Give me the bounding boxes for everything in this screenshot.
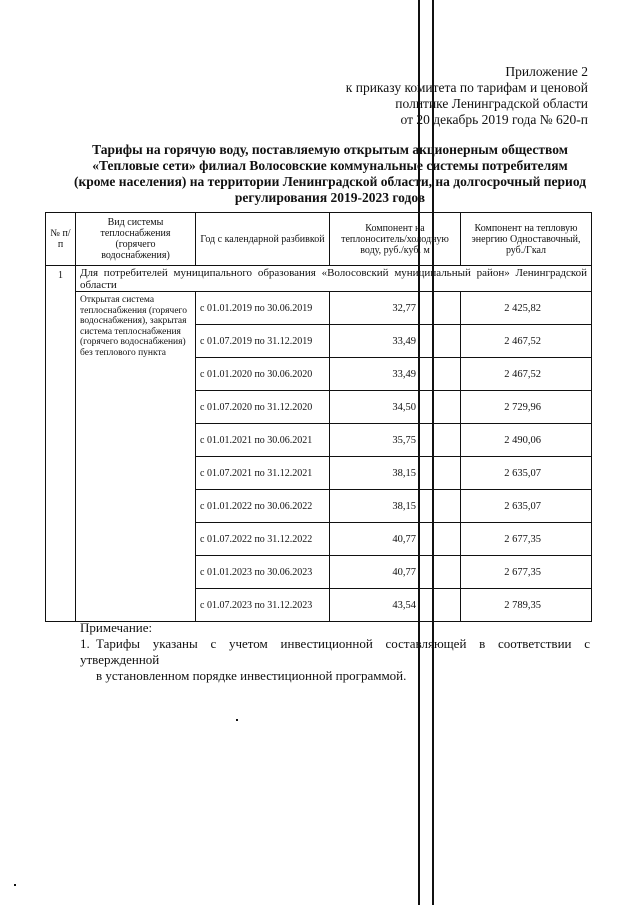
water-cell: 33,49 [330,358,461,391]
energy-cell: 2 467,52 [461,325,592,358]
appendix-header [328,64,588,128]
water-cell: 34,50 [330,391,461,424]
appendix-line: к приказу комитета по тарифам и ценовой [345,80,588,95]
period-cell: с 01.07.2020 по 31.12.2020 [196,391,330,424]
period-cell: с 01.01.2023 по 30.06.2023 [196,556,330,589]
header-period: Год с календарной разбивкой [196,213,330,266]
water-cell: 40,77 [330,556,461,589]
note-heading: Примечание: [80,620,153,635]
appendix-line: политике Ленинградской области [395,96,588,111]
table-row [46,292,592,325]
period-cell: с 01.07.2019 по 31.12.2019 [196,325,330,358]
water-cell: 35,75 [330,424,461,457]
title-line: «Тепловые сети» филиал Волосовские коммунальные системы потребителям [92,158,568,173]
period-cell: с 01.01.2022 по 30.06.2022 [196,490,330,523]
consumer-group: Для потребителей муниципального образования «Волосовский муниципальный район» Ленинградской области [76,266,592,292]
appendix-line: Приложение 2 [505,64,588,79]
header-component-water: Компонент на теплоноситель/холодную воду, руб./куб. м [330,213,461,266]
header-num: № п/п [46,213,76,266]
water-cell: 40,77 [330,523,461,556]
appendix-line: от 20 декабрь 2019 года № 620-п [400,112,588,127]
consumer-row [46,266,592,292]
note-item-number: 1. [80,636,90,651]
period-cell: с 01.01.2020 по 30.06.2020 [196,358,330,391]
water-cell: 38,15 [330,457,461,490]
energy-cell: 2 677,35 [461,523,592,556]
energy-cell: 2 635,07 [461,490,592,523]
energy-cell: 2 425,82 [461,292,592,325]
energy-cell: 2 490,06 [461,424,592,457]
system-type: Открытая система теплоснабжения (горячего водоснабжения), закрытая система теплоснабжения (горячего водоснабжения) без теплового пункта [76,292,196,622]
period-cell: с 01.07.2021 по 31.12.2021 [196,457,330,490]
energy-cell: 2 467,52 [461,358,592,391]
row-number: 1 [46,266,76,622]
note-section [80,620,590,684]
period-cell: с 01.07.2023 по 31.12.2023 [196,589,330,622]
document-title [70,142,590,206]
water-cell: 38,15 [330,490,461,523]
note-item-text: Тарифы указаны с учетом инвестиционной составляющей в соответствии с утвержденной [80,636,590,667]
header-component-energy: Компонент на тепловую энергию Одноставочный, руб./Гкал [461,213,592,266]
water-cell: 33,49 [330,325,461,358]
period-cell: с 01.01.2021 по 30.06.2021 [196,424,330,457]
energy-cell: 2 729,96 [461,391,592,424]
energy-cell: 2 677,35 [461,556,592,589]
period-cell: с 01.07.2022 по 31.12.2022 [196,523,330,556]
tariff-table [45,212,592,622]
energy-cell: 2 635,07 [461,457,592,490]
scan-speck [14,884,16,886]
energy-cell: 2 789,35 [461,589,592,622]
note-item [80,636,590,684]
title-line: регулирования 2019-2023 годов [234,190,426,205]
period-cell: с 01.01.2019 по 30.06.2019 [196,292,330,325]
water-cell: 43,54 [330,589,461,622]
scan-speck [236,719,238,721]
table-header-row [46,213,592,266]
note-item-text-cont: в установленном порядке инвестиционной программой. [96,668,407,683]
water-cell: 32,77 [330,292,461,325]
title-line: (кроме населения) на территории Ленинградской области, на долгосрочный период [73,174,587,189]
header-system: Вид системы теплоснабжения (горячего водоснабжения) [76,213,196,266]
title-line: Тарифы на горячую воду, поставляемую открытым акционерным обществом [92,142,568,157]
